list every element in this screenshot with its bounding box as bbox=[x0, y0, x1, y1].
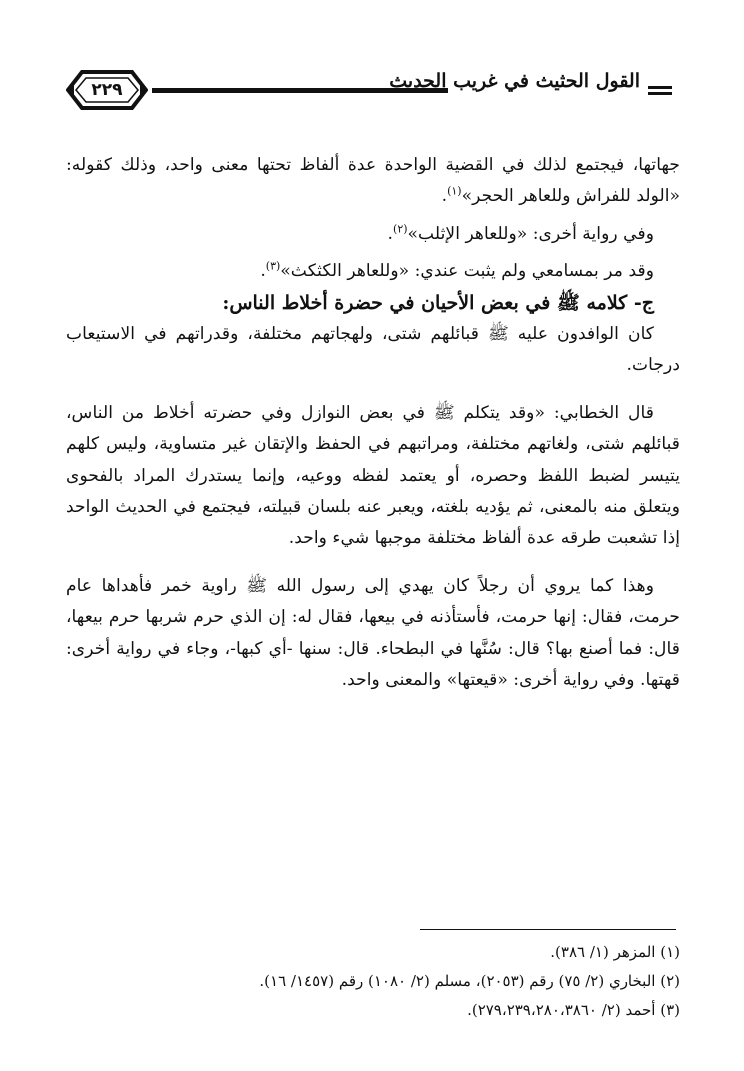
footnote-ref-3: (٣) bbox=[265, 259, 281, 273]
footnote-2: (٢) البخاري (٢/ ٧٥) رقم (٢٠٥٣)، مسلم (٢/ ١٠٨٠) رقم (١٤٥٧/ ١٦). bbox=[259, 972, 680, 990]
paragraph-4: كان الوافدون عليه ﷺ قبائلهم شتى، ولهجاتهم مختلفة، وقدراتهم في الاستيعاب درجات. bbox=[66, 324, 680, 376]
page-number-badge bbox=[66, 68, 148, 112]
footnote-3: (٣) أحمد (٢/ ٢٧٩،٢٣٩،٢٨٠،٣٨٦٠). bbox=[467, 1001, 680, 1019]
page-number: ٢٢٩ bbox=[91, 80, 123, 100]
footnotes bbox=[66, 938, 680, 1025]
footnote-ref-2: (٢) bbox=[393, 222, 408, 236]
paragraph-2: وفي رواية أخرى: «وللعاهر الإثلب»$^{(٢)}$. bbox=[387, 222, 654, 244]
paragraph-1: جهاتها، فيجتمع لذلك في القضية الواحدة عدة ألفاظ تحتها معنى واحد، وذلك كقوله: «الولد للفراش وللعاهر الحجر»$^{(١)}$. bbox=[66, 155, 680, 207]
footnote-divider bbox=[420, 929, 676, 930]
paragraph-5: قال الخطابي: «وقد يتكلم ﷺ في بعض النوازل وفي حضرته أخلاط من الناس، قبائلهم شتى، ولغاتهم مختلفة، ومراتبهم في الحفظ والإتقان غير متساوية، وليس كلهم يتيسر لضبط اللفظ وحصره، أو يعتمد لفظه ووعيه، وإنما يستدرك المراد بالفحوى ويتعلق منه بالمعنى، ثم يؤديه بلغته، ويعبر عنه بلسان قبيلته، فيجتمع في الحديث الواحد إذا تشعبت طرقه عدة ألفاظ مختلفة موجبها شيء واحد. bbox=[66, 402, 680, 549]
book-title: القول الحثيث في غريب الحديث bbox=[389, 70, 640, 92]
section-heading: ج- كلامه ﷺ في بعض الأحيان في حضرة أخلاط الناس: bbox=[222, 291, 654, 314]
footnote-ref-1: (١) bbox=[447, 184, 462, 198]
paragraph-6: وهذا كما يروي أن رجلاً كان يهدي إلى رسول الله ﷺ راوية خمر فأهداها عام حرمت، فقال: إنها حرمت، فأستأذنه في بيعها، فقال له: إن الذي حرم شربها حرم بيعها، قال: فما أصنع بها؟ قال: سُنَّها في البطحاء. قال: سنها -أي كبها-، وجاء في رواية أخرى: قهتها. وفي رواية أخرى: «قيعتها» والمعنى واحد. bbox=[66, 575, 680, 691]
paragraph-3: وقد مر بمسامعي ولم يثبت عندي: «وللعاهر الكثكث»$^{(٣)}$. bbox=[260, 259, 654, 282]
page-header bbox=[66, 64, 676, 122]
page-body bbox=[66, 150, 680, 697]
footnote-1: (١) المزهر (١/ ٣٨٦). bbox=[550, 943, 680, 961]
header-rule-short bbox=[648, 86, 672, 95]
